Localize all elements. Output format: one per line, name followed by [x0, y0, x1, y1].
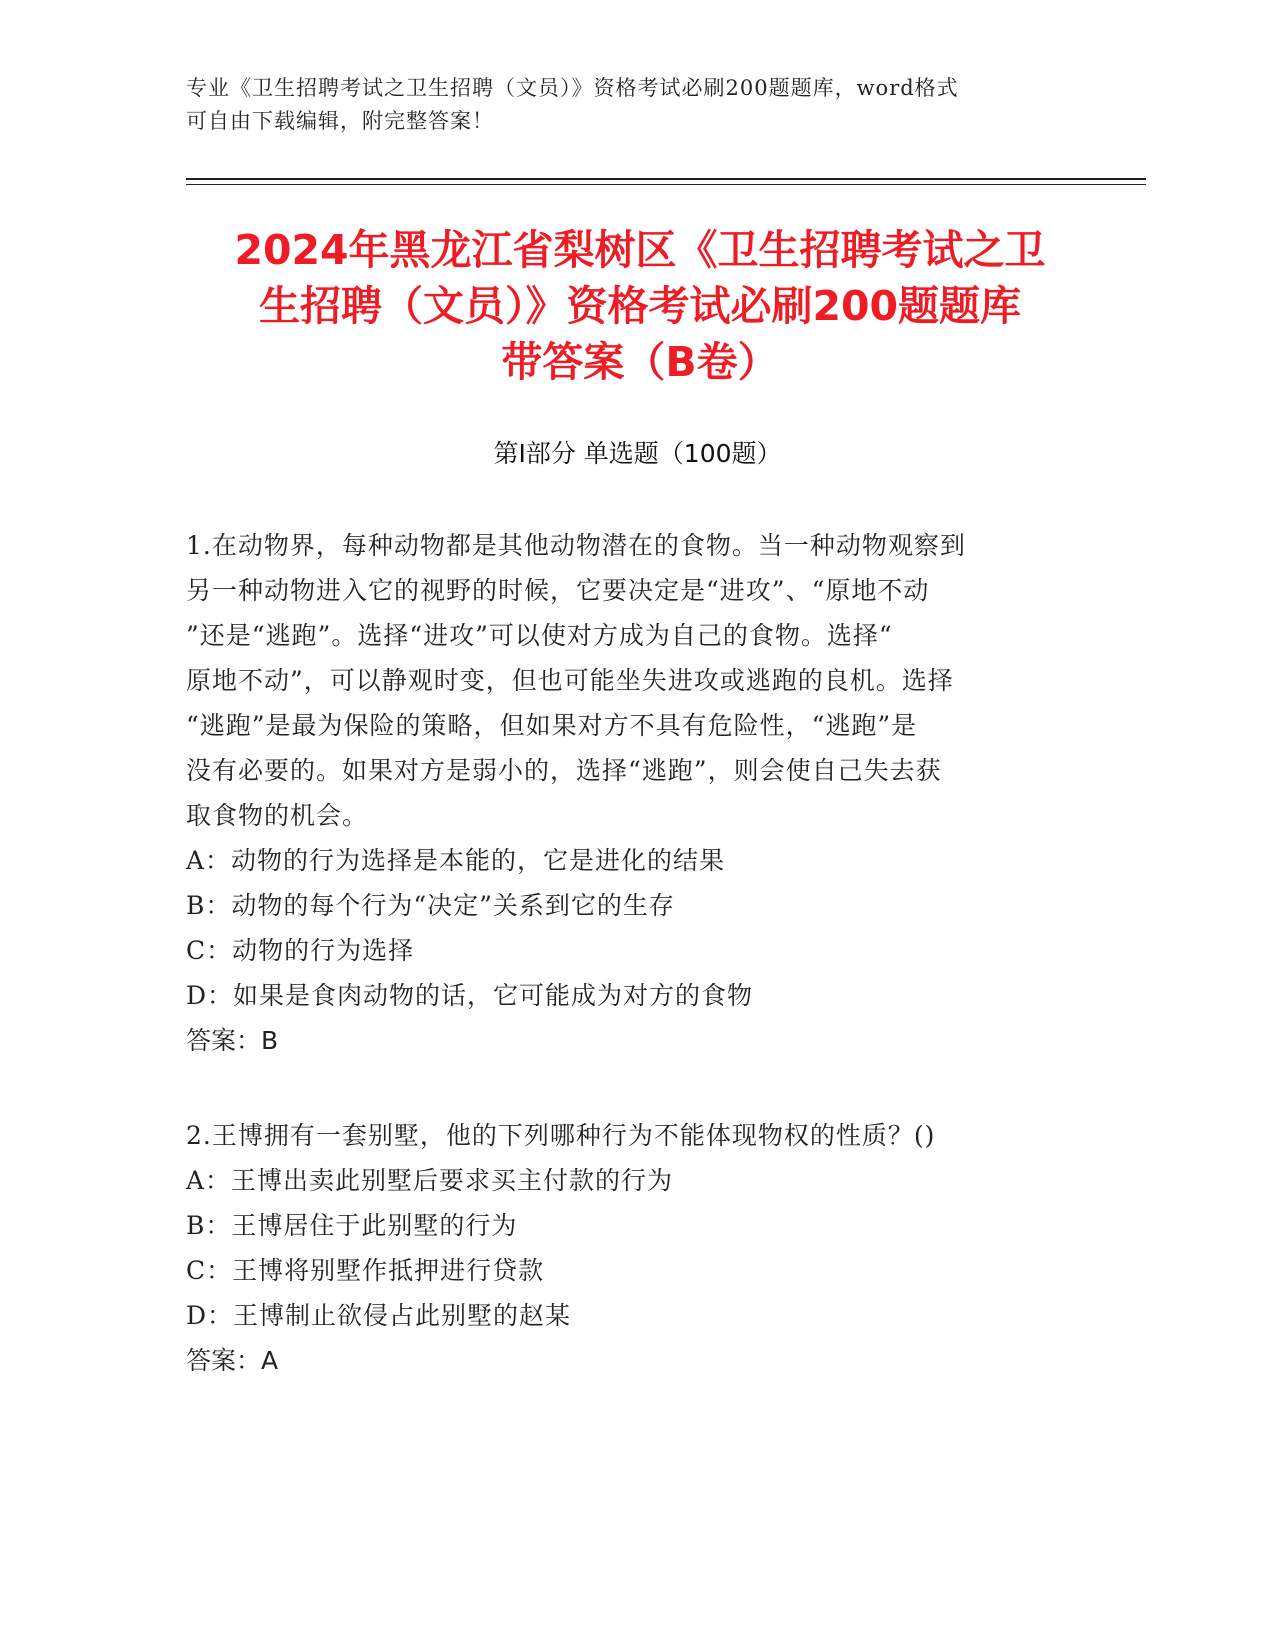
- option-a: A：动物的行为选择是本能的，它是进化的结果: [186, 846, 726, 875]
- option-a: A：王博出卖此别墅后要求买主付款的行为: [186, 1166, 674, 1195]
- option-b: B：动物的每个行为“决定”关系到它的生存: [186, 891, 675, 920]
- title-line-2: 生招聘（文员）》资格考试必刷200题题库: [258, 282, 1022, 330]
- question-stem-line: 1.在动物界，每种动物都是其他动物潜在的食物。当一种动物观察到: [186, 531, 966, 560]
- document-title: [150, 222, 1130, 390]
- answer: 答案：B: [186, 1026, 279, 1055]
- option-c: C：动物的行为选择: [186, 936, 415, 965]
- question-1: [186, 523, 1066, 1063]
- header-divider-thin: [186, 184, 1146, 185]
- title-line-3: 带答案（B卷）: [501, 338, 779, 386]
- question-stem-line: ”还是“逃跑”。选择“进攻”可以使对方成为自己的食物。选择“: [186, 621, 893, 650]
- option-d: D：如果是食肉动物的话，它可能成为对方的食物: [186, 981, 754, 1010]
- header-line-1: 专业《卫生招聘考试之卫生招聘（文员）》资格考试必刷200题题库，word格式: [186, 76, 959, 100]
- answer: 答案：A: [186, 1346, 279, 1375]
- section-heading: 第Ⅰ部分 单选题（100题）: [493, 439, 782, 468]
- header-divider-thick: [186, 178, 1146, 180]
- question-stem-line: 原地不动”，可以静观时变，但也可能坐失进攻或逃跑的良机。选择: [186, 666, 954, 695]
- question-stem-line: 没有必要的。如果对方是弱小的，选择“逃跑”，则会使自己失去获: [186, 756, 942, 785]
- question-stem-line: 2.王博拥有一套别墅，他的下列哪种行为不能体现物权的性质？(): [186, 1121, 936, 1150]
- header-line-2: 可自由下载编辑，附完整答案！: [186, 109, 494, 133]
- option-d: D：王博制止欲侵占此别墅的赵某: [186, 1301, 572, 1330]
- question-stem-line: 另一种动物进入它的视野的时候，它要决定是“进攻”、“原地不动: [186, 576, 930, 605]
- question-stem-line: “逃跑”是最为保险的策略，但如果对方不具有危险性，“逃跑”是: [186, 711, 918, 740]
- title-line-1: 2024年黑龙江省梨树区《卫生招聘考试之卫: [234, 226, 1046, 274]
- question-stem-line: 取食物的机会。: [186, 801, 369, 830]
- option-c: C：王博将别墅作抵押进行贷款: [186, 1256, 545, 1285]
- option-b: B：王博居住于此别墅的行为: [186, 1211, 518, 1240]
- question-2: [186, 1113, 1066, 1383]
- document-header: [186, 72, 1086, 138]
